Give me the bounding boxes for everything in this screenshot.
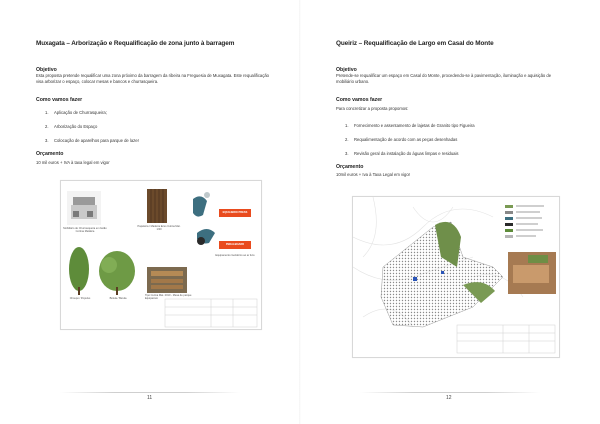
caption-tree-2: Bétula / Betula [109, 297, 127, 300]
page-title: Queiriz – Requalificação de Largo em Casal do Monte [336, 40, 494, 47]
caption-tree-1: Choupo / Populus [69, 297, 91, 300]
caption-bin: Papeleira / Madeira Ecus Cutina Mat. 1/30 [137, 225, 181, 231]
fountain-marker [413, 277, 417, 281]
tree-2-image [99, 251, 135, 295]
how-heading: Como vamos fazer [336, 97, 383, 103]
footer-line [360, 392, 540, 393]
tree-1-image [69, 247, 89, 295]
budget-heading: Orçamento [36, 151, 64, 157]
budget-text: 10mil euros + Iva à Taxa Legal em vigor [336, 172, 411, 177]
caption-grill: Mobiliário de Churrasqueira em betão Cortina Metálica [63, 227, 107, 233]
render-image [508, 252, 556, 294]
site-plan-image [352, 196, 560, 358]
grill-image [67, 191, 101, 225]
page-right [300, 0, 600, 424]
caption-equipment: Equipamento Geriátrico ao ar livre [215, 254, 255, 257]
objective-heading: Objetivo [36, 67, 57, 73]
site-plan-drawing [353, 197, 559, 357]
page-title: Muxagata – Arborização e Requalificação de zona junto à barragem [36, 40, 235, 47]
list-item: 1. Fornecimento e assentamento de lajetas de Granito tipo Figueira [345, 123, 475, 128]
objective-text: Pretende-se requalificar um espaço em Casal do Monte, procedendo-se à pavimentação, iluminação e aquisição de mobiliário urbano. [336, 73, 552, 85]
badge-equilibrio-label: EQUILIBRIO PRESS [222, 211, 248, 214]
page-number: 12 [446, 395, 452, 401]
budget-heading: Orçamento [336, 164, 364, 170]
list-item: 3. Colocação de aparelhos para parque de lazer [45, 138, 139, 143]
objective-text: Esta proposta pretende requalificar uma zona próximo da barragem da ribeira na Freguesia de Muxagata. Este requalificação visa arborizar o espaço, colocar mesas e bancos e churrasqueira. [36, 73, 270, 85]
budget-text: 10 mil euros + IVA à taxa legal em vigor [36, 160, 110, 165]
how-heading: Como vamos fazer [36, 97, 83, 103]
bin-image [147, 189, 167, 223]
title-block [165, 299, 257, 327]
list-item: 1. Aplicação de Churrasqueira; [45, 110, 107, 115]
list-item: 3. Revisão geral da instalação do águas limpas e residuais [345, 151, 459, 156]
footer-line [60, 392, 240, 393]
bench-marker [441, 271, 444, 274]
list-item: 2. Arborização do Espaço [45, 124, 98, 129]
objective-heading: Objetivo [336, 67, 357, 73]
page-number: 11 [147, 395, 153, 401]
picnic-table-image [147, 267, 187, 293]
equipment-sheet-image [60, 180, 262, 330]
caption-table: Tipo Cutina Mat. 2010 - Mesa de parque Equipazam [145, 294, 192, 300]
badge-pedalboard-label: PEDALBOARD [225, 243, 245, 246]
list-item: 2. Requalimentação de acordo com as peças desenhadas [345, 137, 458, 142]
fitness-equipment-image [193, 192, 215, 245]
intro-text: Para concretizar a proposta propomos: [336, 106, 409, 111]
legend [505, 205, 544, 238]
title-block [457, 325, 555, 353]
